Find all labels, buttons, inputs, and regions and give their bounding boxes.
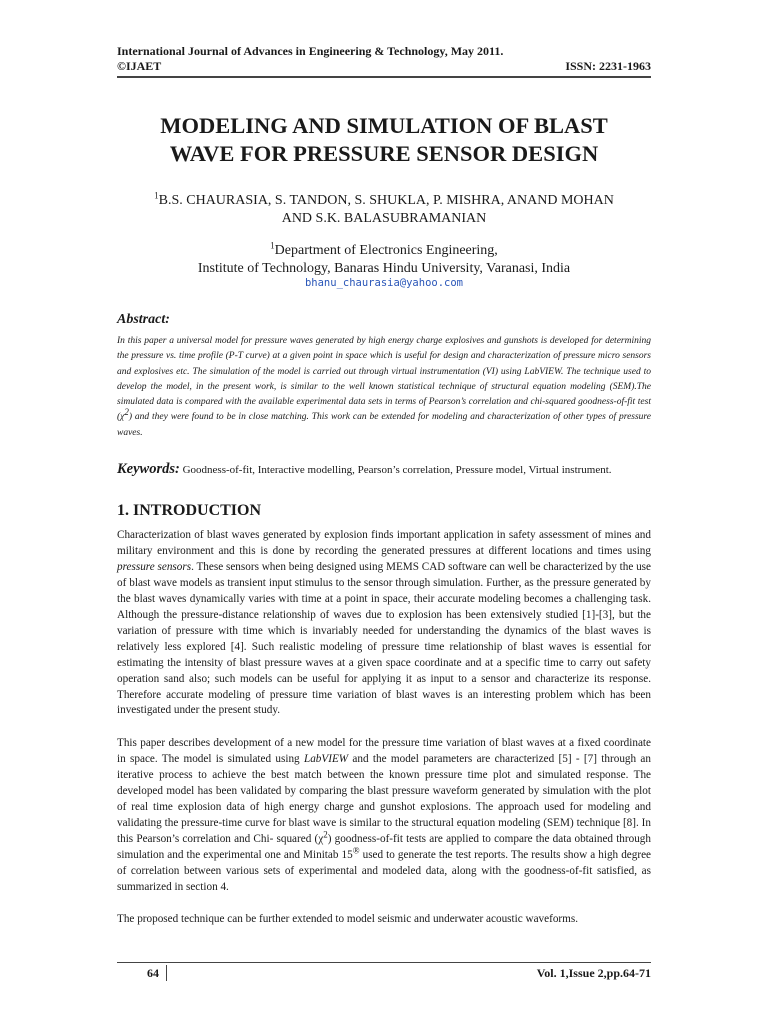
p2-text-b: and the model parameters are characterized [5] - [7] through an iterative process to achieve the best match between the known pressure time plot and simulated response. The developed model has been validated by comparing the blast pressure waveform generated by simulation with the plot of real time explosion data of high energy charge and gunshot explosions. The approach used for modeling and validating the pressure-time curve for blast wave is similar to the structural equation modeling (SEM) technique [8]. In this Pearson’s correlation and Chi- squared (χ — [117, 752, 651, 845]
p1-text-b: . These sensors when being designed using MEMS CAD software can well be characterized by the use of blast wave models as transient input stimulus to the sensor through simulation. Further, as the pressure generated by the blast waves dynamically varies with time at a point in space, their accurate modeling becomes a challenging task. Although the pressure-distance relationship of waves due to explosion has been extensively studied [1]-[3], but the variation of pressure with time which is invariably needed for understanding the dynamics of the blast waves is relatively less explored [4]. Such realistic modeling of pressure time relationship of blast waves is essential for estimating the intensity of blast pressure waves at a given space coordinate and at a specific time to carry out safety operation sand also; such models can be useful for applying it as input to a sensor and characterize its response. Therefore accurate modeling of pressure time variation of blast waves is an interesting problem which has been investigated under the present study. — [117, 560, 651, 717]
p2-text-c: ) goodness-of-fit tests are applied to compare the data obtained through simulation and the experimental one and Minitab 15 — [117, 832, 651, 861]
p2-chi-sup: 2 — [323, 828, 328, 839]
volume-info: Vol. 1,Issue 2,pp.64-71 — [536, 966, 651, 980]
p2-emphasis: LabVIEW — [303, 752, 349, 765]
header-divider — [117, 76, 651, 78]
p1-emphasis: pressure sensors — [117, 560, 192, 573]
affil-line-2: Institute of Technology, Banaras Hindu University, Varanasi, India — [197, 261, 571, 276]
authors-line-1: B.S. CHAURASIA, S. TANDON, S. SHUKLA, P. MISHRA, ANAND MOHAN — [158, 193, 614, 208]
p2-registered-sup: ® — [352, 844, 360, 855]
title-line-2: WAVE FOR PRESSURE SENSOR DESIGN — [169, 141, 599, 166]
p2-text-a: This paper describes development of a new model for the pressure time variation of blast waves at a fixed coordinate in space. The model is simulated using — [117, 737, 651, 765]
abstract-chi-sup: 2 — [124, 407, 129, 418]
abstract-text — [117, 334, 651, 441]
keywords-text: Goodness-of-fit, Interactive modelling, Pearson’s correlation, Pressure model, Virtual instrument. — [182, 464, 612, 476]
abstract-text-part2: ) and they were found to be in close matching. This work can be extended for modeling and characterization of other types of pressure waves. — [117, 412, 651, 438]
abstract-heading: Abstract: — [117, 312, 170, 327]
running-header — [117, 44, 651, 74]
affil-line-1: Department of Electronics Engineering, — [274, 243, 498, 258]
author-affil-sup: 1 — [154, 190, 159, 201]
p1-text-a: Characterization of blast waves generated by explosion finds important application in safety assessment of mines and military environment and this is done by recording the generated pressures at different locations and times using — [117, 529, 651, 557]
publisher-label: ©IJAET — [117, 59, 162, 73]
paper-title — [117, 112, 651, 168]
keywords-label: Keywords: — [117, 461, 180, 477]
authors-line-2: AND S.K. BALASUBRAMANIAN — [281, 211, 487, 226]
page-number: 64 — [147, 966, 159, 980]
affiliation — [117, 242, 651, 278]
intro-paragraph-3: The proposed technique can be further extended to model seismic and underwater acoustic waveforms. — [117, 913, 579, 925]
issn-label: ISSN: 2231-1963 — [565, 59, 651, 73]
page-number-separator — [166, 965, 167, 981]
abstract-text-part1: In this paper a universal model for pressure waves generated by high energy charge explosives and gunshots is developed for determining the pressure vs. time profile (P-T curve) at a given point in space which is useful for design and characterization of pressure micro sensors and explosives etc. The simulation of the model is carried out through virtual instrumentation (VI) using LabVIEW. The technique used to develop the model, in the present work, is similar to the well known statistical technique of structural equation modeling (SEM).The simulated data is compared with the available experimental data sets in terms of Pearson’s correlation and chi-squared goodness-of-fit test (χ — [117, 336, 651, 423]
author-list — [117, 192, 651, 228]
keywords — [117, 461, 668, 478]
intro-paragraph-1 — [117, 528, 651, 719]
journal-name: International Journal of Advances in Engineering & Technology, May 2011. — [117, 44, 504, 58]
author-email-link[interactable]: bhanu_chaurasia@yahoo.com — [304, 277, 464, 289]
section-heading-introduction: 1. INTRODUCTION — [117, 502, 262, 519]
footer-divider — [117, 962, 651, 963]
affil-sup: 1 — [270, 240, 275, 251]
title-line-1: MODELING AND SIMULATION OF BLAST — [160, 113, 608, 138]
intro-paragraph-2 — [117, 736, 651, 896]
p2-text-d: used to generate the test reports. The results show a high degree of correlation between various sets of experimental and modeled data, along with the goodness-of-fit satisfied, as summarized in section 4. — [117, 848, 651, 893]
